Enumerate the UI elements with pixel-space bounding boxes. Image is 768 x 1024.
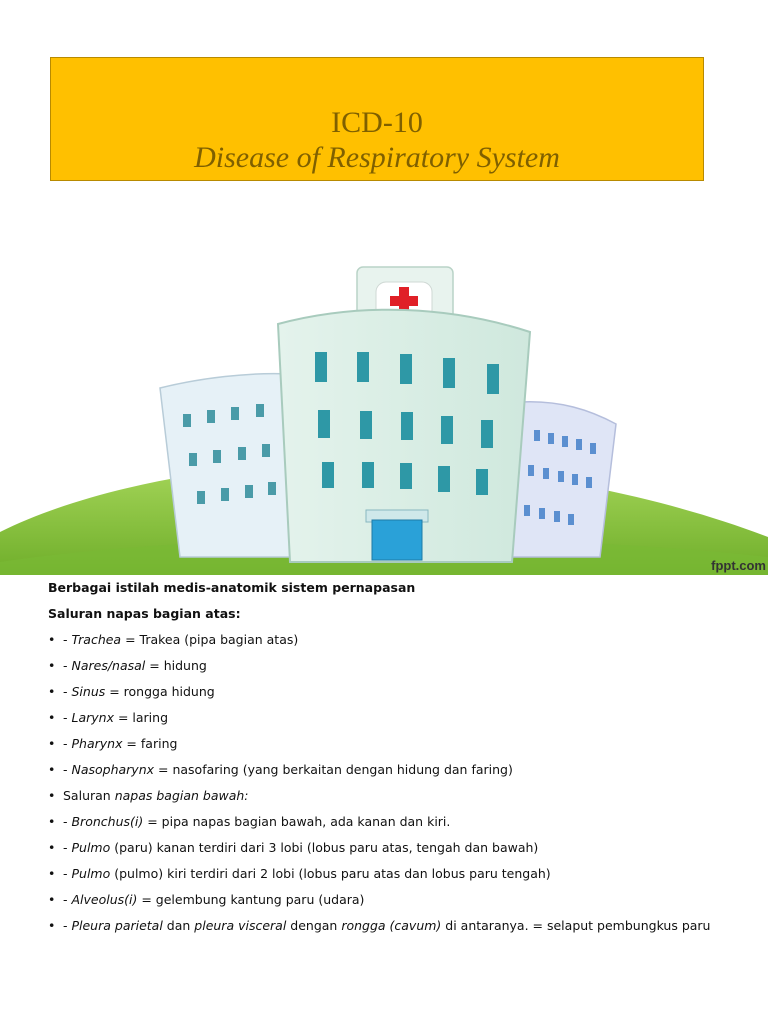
term-text: = hidung bbox=[145, 658, 207, 673]
term-italic: Nasopharynx = bbox=[71, 762, 169, 777]
term-italic: rongga (cavum) bbox=[341, 918, 442, 933]
term-text: Trakea (pipa bagian atas) bbox=[135, 632, 299, 647]
content-subheading: Saluran napas bagian atas: bbox=[48, 606, 241, 621]
list-item bbox=[48, 917, 763, 935]
term-text: = rongga hidung bbox=[105, 684, 215, 699]
title-subtitle: Disease of Respiratory System bbox=[194, 141, 560, 174]
term-text: di antaranya. = selaput pembungkus paru bbox=[441, 918, 711, 933]
term-italic: Trachea = bbox=[71, 632, 136, 647]
term-text: (paru) kanan terdiri dari 3 lobi (lobus paru atas, tengah dan bawah) bbox=[110, 840, 539, 855]
term-italic: Pulmo bbox=[71, 840, 111, 855]
title-main: ICD-10 bbox=[331, 106, 423, 139]
term-text: gelembung kantung paru (udara) bbox=[151, 892, 365, 907]
list-item bbox=[48, 839, 763, 857]
term-italic: Nares/nasal bbox=[71, 658, 146, 673]
term-text: - bbox=[63, 762, 72, 777]
term-italic: pleura visceral bbox=[194, 918, 287, 933]
term-text: - bbox=[63, 814, 72, 829]
list-item bbox=[48, 657, 763, 675]
list-item bbox=[48, 761, 763, 779]
term-italic: Bronchus(i) = bbox=[71, 814, 158, 829]
term-text: - bbox=[63, 736, 72, 751]
term-italic: Pharynx = bbox=[71, 736, 137, 751]
term-italic: Larynx = bbox=[71, 710, 129, 725]
term-text: pipa napas bagian bawah, ada kanan dan kiri. bbox=[157, 814, 451, 829]
term-text: laring bbox=[128, 710, 168, 725]
term-text: Saluran bbox=[63, 788, 115, 803]
term-italic: Pleura parietal bbox=[71, 918, 163, 933]
term-text: (pulmo) kiri terdiri dari 2 lobi (lobus paru atas dan lobus paru tengah) bbox=[110, 866, 551, 881]
list-item bbox=[48, 709, 763, 727]
term-text: - bbox=[63, 658, 72, 673]
term-text: - bbox=[63, 840, 72, 855]
list-item bbox=[48, 891, 763, 909]
term-text: - bbox=[63, 918, 72, 933]
term-text: dan bbox=[162, 918, 195, 933]
term-text: dengan bbox=[286, 918, 342, 933]
content-heading: Berbagai istilah medis-anatomik sistem pernapasan bbox=[48, 580, 416, 595]
term-text: - bbox=[63, 632, 72, 647]
term-italic: Alveolus(i) = bbox=[71, 892, 152, 907]
list-item bbox=[48, 787, 763, 805]
term-text: - bbox=[63, 684, 72, 699]
watermark-text: fppt.com bbox=[711, 558, 766, 573]
content-body bbox=[48, 579, 763, 943]
term-italic: napas bagian bawah: bbox=[114, 788, 249, 803]
list-item bbox=[48, 735, 763, 753]
hospital-building-icon bbox=[0, 262, 768, 575]
title-banner bbox=[50, 57, 704, 181]
term-text: - bbox=[63, 866, 72, 881]
list-item bbox=[48, 813, 763, 831]
term-text: faring bbox=[136, 736, 178, 751]
term-text: nasofaring (yang berkaitan dengan hidung dan faring) bbox=[168, 762, 513, 777]
term-italic: Pulmo bbox=[71, 866, 111, 881]
list-item bbox=[48, 683, 763, 701]
term-italic: Sinus bbox=[71, 684, 106, 699]
term-text: - bbox=[63, 710, 72, 725]
list-item bbox=[48, 631, 763, 649]
term-text: - bbox=[63, 892, 72, 907]
bullet-list bbox=[48, 631, 763, 935]
list-item bbox=[48, 865, 763, 883]
